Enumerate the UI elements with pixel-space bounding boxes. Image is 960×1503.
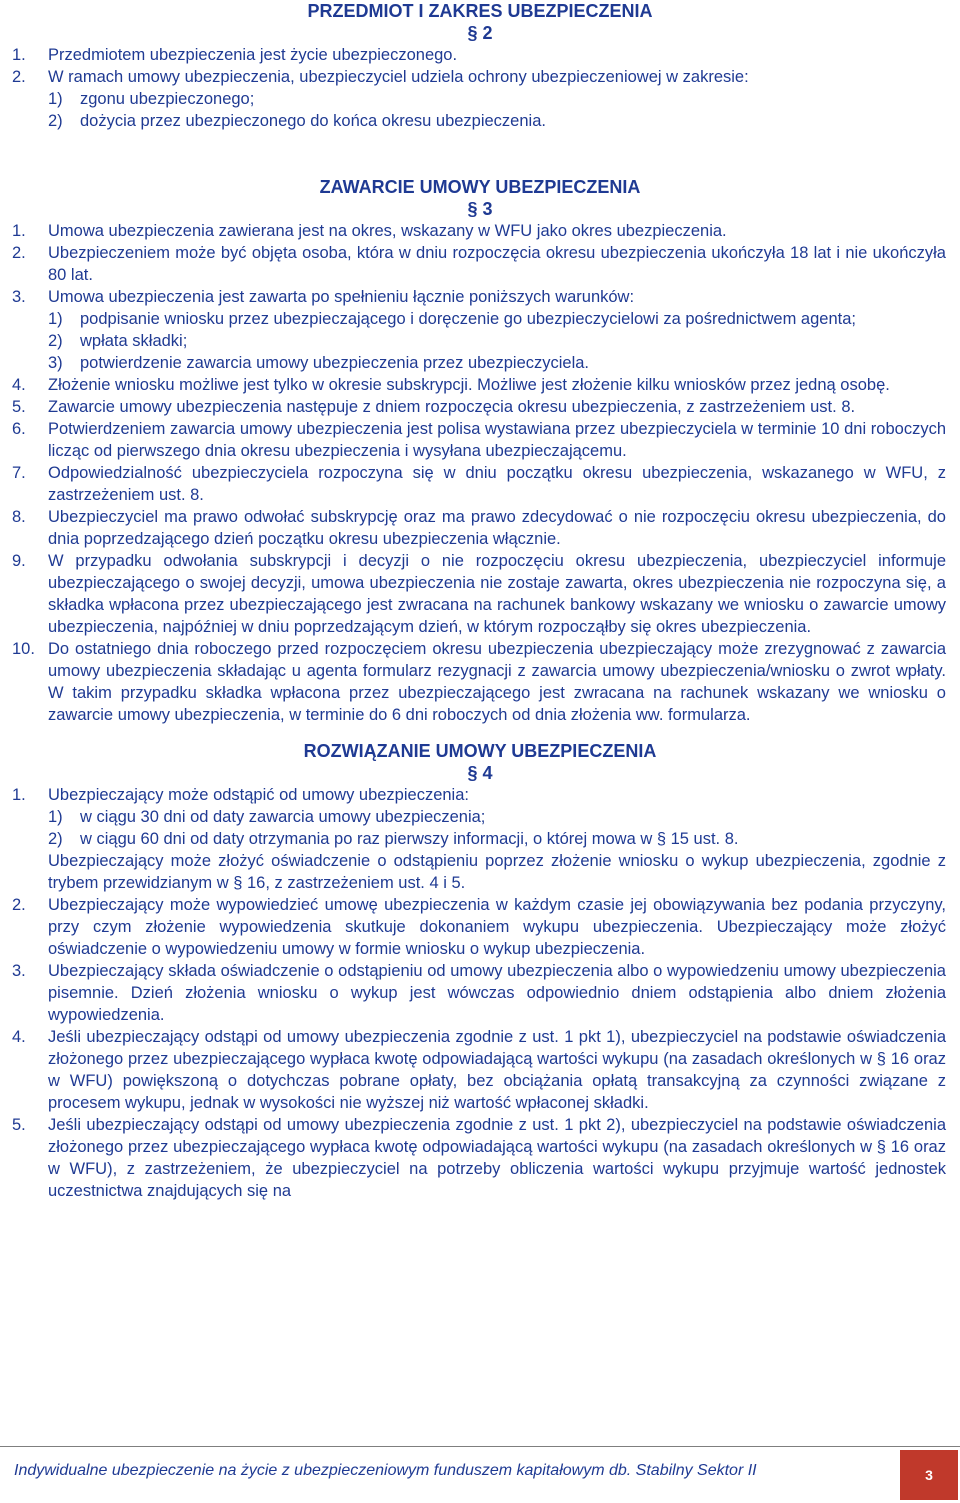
clause-text: Ubezpieczyciel ma prawo odwołać subskrypcję oraz ma prawo zdecydować o nie rozpoczęciu okresu ubezpieczenia, do dnia poprzedzającego dzień początku okresu ubezpieczenia włącznie. <box>48 508 946 548</box>
clause-number: 4. <box>12 376 26 394</box>
subclause-item <box>48 828 946 850</box>
subclause-item <box>48 88 946 110</box>
clause-item <box>0 894 960 960</box>
subclause-number: 1) <box>48 808 63 826</box>
section-heading: ZAWARCIE UMOWY UBEZPIECZENIA <box>319 177 641 197</box>
subclause-number: 2) <box>48 332 63 350</box>
subclause-text: w ciągu 60 dni od daty otrzymania po raz pierwszy informacji, o której mowa w § 15 ust. 8. <box>80 830 739 848</box>
clause-number: 8. <box>12 508 26 526</box>
clause-item <box>0 506 960 550</box>
section-rozwiazanie <box>0 740 960 1202</box>
subclause-item <box>48 806 946 828</box>
clause-item <box>0 960 960 1026</box>
subclause-number: 3) <box>48 354 63 372</box>
clause-text: Zawarcie umowy ubezpieczenia następuje z dniem rozpoczęcia okresu ubezpieczenia, z zastrzeżeniem ust. 8. <box>48 398 856 416</box>
clause-item <box>0 44 960 66</box>
clause-number: 2. <box>12 68 26 86</box>
clause-number: 3. <box>12 962 26 980</box>
clause-item <box>0 220 960 242</box>
subclause-number: 1) <box>48 90 63 108</box>
clause-text: Ubezpieczający może odstąpić od umowy ubezpieczenia: <box>48 786 469 804</box>
clause-number: 10. <box>12 640 35 658</box>
subclause-text: w ciągu 30 dni od daty zawarcia umowy ubezpieczenia; <box>80 808 486 826</box>
clause-text: Złożenie wniosku możliwe jest tylko w okresie subskrypcji. Możliwe jest złożenie kilku wniosków przez jedną osobę. <box>48 376 890 394</box>
subclause-item <box>48 330 946 352</box>
clause-text: Odpowiedzialność ubezpieczyciela rozpoczyna się w dniu początku okresu ubezpieczenia, wskazanego w WFU, z zastrzeżeniem ust. 8. <box>48 464 946 504</box>
clause-number: 7. <box>12 464 26 482</box>
clause-number: 5. <box>12 398 26 416</box>
clause-text: Jeśli ubezpieczający odstąpi od umowy ubezpieczenia zgodnie z ust. 1 pkt 1), ubezpieczyciel na podstawie oświadczenia złożonego przez ubezpieczającego wypłaca kwotę odpowiadającą wartości wykupu (na zasadach określonych w § 16 oraz w WFU) powiększoną o dotychczas pobrane opłaty, bez obciążania opłatą transakcyjną za czynności związane z procesem wykupu, jednak w wysokości nie wyższej niż wartość wpłaconej składki. <box>48 1028 946 1112</box>
subclause-text: dożycia przez ubezpieczonego do końca okresu ubezpieczenia. <box>80 112 546 130</box>
subclause-number: 2) <box>48 112 63 130</box>
clause-item <box>0 286 960 374</box>
clause-number: 4. <box>12 1028 26 1046</box>
clause-item <box>0 784 960 894</box>
clause-item <box>0 396 960 418</box>
paragraph-mark: § 4 <box>467 763 493 783</box>
page-number: 3 <box>900 1450 958 1500</box>
paragraph-mark: § 2 <box>467 23 493 43</box>
clause-item <box>0 462 960 506</box>
clause-list <box>0 784 960 1202</box>
footer-divider <box>0 1446 960 1447</box>
clause-number: 2. <box>12 244 26 262</box>
subclause-text: wpłata składki; <box>80 332 188 350</box>
clause-item <box>0 66 960 132</box>
clause-item <box>0 374 960 396</box>
section-heading: ROZWIĄZANIE UMOWY UBEZPIECZENIA <box>303 741 657 761</box>
clause-number: 2. <box>12 896 26 914</box>
clause-list <box>0 44 960 132</box>
clause-text: W ramach umowy ubezpieczenia, ubezpieczyciel udziela ochrony ubezpieczeniowej w zakresie: <box>48 68 749 86</box>
clause-number: 1. <box>12 222 26 240</box>
subclause-item <box>48 110 946 132</box>
clause-number: 9. <box>12 552 26 570</box>
clause-item <box>0 1026 960 1114</box>
subclause-text: podpisanie wniosku przez ubezpieczającego i doręczenie go ubezpieczycielowi za pośrednictwem agenta; <box>80 310 856 328</box>
clause-text: Jeśli ubezpieczający odstąpi od umowy ubezpieczenia zgodnie z ust. 1 pkt 2), ubezpieczyciel na podstawie oświadczenia złożonego przez ubezpieczającego wypłaca kwotę odpowiadającą wartości wykupu (na zasadach określonych w § 16 oraz w WFU), z zastrzeżeniem, że ubezpieczyciel na potrzeby obliczenia wartości wykupu przyjmuje wartość jednostek uczestnictwa znajdujących się na <box>48 1116 946 1200</box>
subclause-text: zgonu ubezpieczonego; <box>80 90 255 108</box>
subclause-text: potwierdzenie zawarcia umowy ubezpieczenia przez ubezpieczyciela. <box>80 354 590 372</box>
clause-number: 5. <box>12 1116 26 1134</box>
clause-number: 1. <box>12 786 26 804</box>
section-heading: PRZEDMIOT I ZAKRES UBEZPIECZENIA <box>307 1 653 21</box>
clause-text: Umowa ubezpieczenia jest zawarta po spełnieniu łącznie poniższych warunków: <box>48 288 635 306</box>
paragraph-mark: § 3 <box>467 199 493 219</box>
clause-text: Do ostatniego dnia roboczego przed rozpoczęciem okresu ubezpieczenia ubezpieczający może zrezygnować z zawarcia umowy ubezpieczenia składając u agenta formularz rezygnacji z zawarcia umowy ubezpieczenia/wniosku o zwrot wpłaty. W takim przypadku składka wpłacona przez ubezpieczającego jest zwracana na rachunek wskazany we wniosku o zawarcie umowy ubezpieczenia, w terminie do 6 dni roboczych od dnia złożenia ww. formularza. <box>48 640 946 724</box>
clause-number: 1. <box>12 46 26 64</box>
subclause-item <box>48 308 946 330</box>
clause-number: 6. <box>12 420 26 438</box>
clause-text: Umowa ubezpieczenia zawierana jest na okres, wskazany w WFU jako okres ubezpieczenia. <box>48 222 727 240</box>
clause-item <box>0 1114 960 1202</box>
clause-list <box>0 220 960 726</box>
clause-item <box>0 418 960 462</box>
clause-item <box>0 550 960 638</box>
section-przedmiot <box>0 0 960 132</box>
clause-text: Przedmiotem ubezpieczenia jest życie ubezpieczonego. <box>48 46 458 64</box>
clause-text: Potwierdzeniem zawarcia umowy ubezpieczenia jest polisa wystawiana przez ubezpieczyciela w terminie 10 dni roboczych licząc od pierwszego dnia okresu ubezpieczenia i wysyłana ubezpieczającemu. <box>48 420 946 460</box>
footer-title: Indywidualne ubezpieczenie na życie z ubezpieczeniowym funduszem kapitałowym db. Stabilny Sektor II <box>14 1462 757 1479</box>
section-zawarcie <box>0 176 960 726</box>
clause-text: Ubezpieczający składa oświadczenie o odstąpieniu od umowy ubezpieczenia albo o wypowiedzeniu umowy ubezpieczenia pisemnie. Dzień złożenia wniosku o wykup jest wówczas odpowiednio dniem odstąpienia albo dniem złożenia wypowiedzenia. <box>48 962 946 1024</box>
clause-text: W przypadku odwołania subskrypcji i decyzji o nie rozpoczęciu okresu ubezpieczenia, ubezpieczyciel informuje ubezpieczającego o swojej decyzji, umowa ubezpieczenia nie zostaje zawarta, okres ubezpieczenia nie rozpoczyna się, a składka wpłacona przez ubezpieczającego jest zwracana na rachunek bankowy wskazany we wniosku o zawarcie umowy ubezpieczenia, najpóźniej w dniu poprzedzającym dzień, w którym rozpocząłby się okres ubezpieczenia. <box>48 552 946 636</box>
clause-item <box>0 638 960 726</box>
subclause-number: 2) <box>48 830 63 848</box>
clause-item <box>0 242 960 286</box>
clause-number: 3. <box>12 288 26 306</box>
clause-text: Ubezpieczający może wypowiedzieć umowę ubezpieczenia w każdym czasie jej obowiązywania bez podania przyczyny, przy czym złożenie wypowiedzenia skutkuje dokonaniem wykupu ubezpieczenia. Ubezpieczający może złożyć oświadczenie o wypowiedzeniu umowy w formie wniosku o wykup ubezpieczenia. <box>48 896 946 958</box>
clause-continuation: Ubezpieczający może złożyć oświadczenie o odstąpieniu poprzez złożenie wniosku o wykup ubezpieczenia, zgodnie z trybem przewidzianym w § 16, z zastrzeżeniem ust. 4 i 5. <box>48 852 946 892</box>
subclause-number: 1) <box>48 310 63 328</box>
clause-text: Ubezpieczeniem może być objęta osoba, która w dniu rozpoczęcia okresu ubezpieczenia ukończyła 18 lat i nie ukończyła 80 lat. <box>48 244 946 284</box>
subclause-item <box>48 352 946 374</box>
